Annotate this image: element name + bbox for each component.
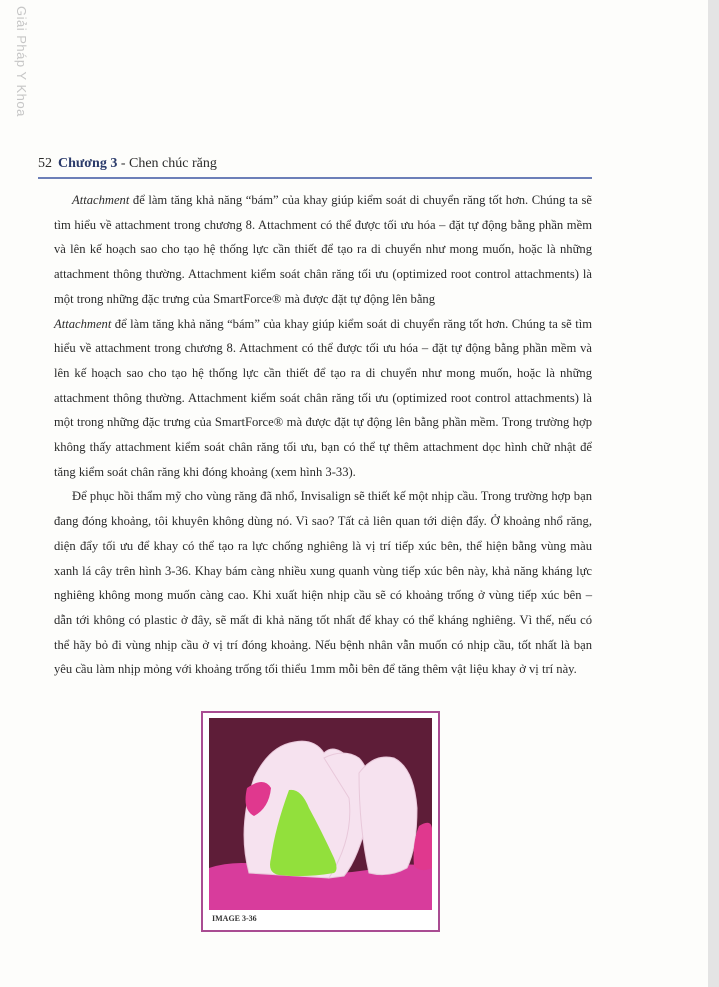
paragraph-body: để làm tăng khả năng “bám” của khay giúp kiểm soát di chuyển răng tốt hơn. Chúng ta sẽ tìm hiểu về attachment trong chương 8. Attachment có thể được tối ưu hóa – đặt tự động bằng phần mềm và lên kế hoạch sao cho tạo hệ thống lực cần thiết để tạo ra di chuyển như mong muốn, hoặc là những attachment thông thường. Attachment kiểm soát chân răng tối ưu (optimized root control attachments) là một trong những đặc trưng của SmartForce® mà được đặt tự động lên bằng bbox=[54, 193, 592, 306]
paragraph-lead: Attachment bbox=[72, 193, 130, 207]
figure-image-3-36 bbox=[201, 711, 440, 932]
dental-illustration bbox=[209, 718, 432, 910]
watermark: Giải Pháp Y Khoa bbox=[14, 6, 29, 117]
figure-caption: IMAGE 3-36 bbox=[212, 914, 257, 923]
paragraph-body: để làm tăng khả năng “bám” của khay giúp kiểm soát di chuyển răng tốt hơn. Chúng ta sẽ tìm hiểu về attachment trong chương 8. Attachment có thể được tối ưu hóa – đặt tự động bằng phần mềm và lên kế hoạch sao cho tạo hệ thống lực cần thiết để tạo ra di chuyển như mong muốn, hoặc là những attachment thông thường. Attachment kiểm soát chân răng tối ưu (optimized root control attachments) là một trong những đặc trưng của SmartForce® mà được đặt tự động lên bằng phần mềm. Trong trường hợp không thấy attachment kiểm soát chân răng tối ưu, bạn có thể tự thêm attachment dọc hình chữ nhật để tăng kiểm soát chân răng khi đóng khoảng (xem hình 3-33). bbox=[54, 316, 592, 479]
tooth bbox=[359, 757, 417, 875]
page-number: 52 bbox=[38, 156, 52, 171]
paragraph bbox=[54, 312, 592, 485]
chapter-title: - Chen chúc răng bbox=[117, 156, 217, 171]
paragraph bbox=[54, 484, 592, 682]
paragraph bbox=[54, 188, 592, 312]
paragraph-body: Để phục hồi thẩm mỹ cho vùng răng đã nhổ, Invisalign sẽ thiết kế một nhịp cầu. Trong trường hợp bạn đang đóng khoảng, tôi khuyên không dùng nó. Vì sao? Tất cả liên quan tới diện đẩy. Ở khoảng nhổ răng, diện đẩy tối ưu để khay có thể tạo ra lực chống nghiêng là vị trí tiếp xúc bên, thể hiện bằng vùng màu xanh lá cây trên hình 3-36. Khay bám càng nhiều xung quanh vùng tiếp xúc bên này, khả năng kháng lực nghiêng không mong muốn càng cao. Khi xuất hiện nhịp cầu sẽ có khoảng trống ở vùng tiếp xúc bên – dẫn tới không có plastic ở đây, sẽ mất đi khả năng tốt nhất để khay có thể kháng nghiêng. Vì thế, nếu có thể hãy bỏ đi vùng nhịp cầu ở vị trí đóng khoảng. Nếu bệnh nhân vẫn muốn có nhịp cầu, tốt nhất là bạn yêu cầu làm nhịp mỏng với khoảng trống tối thiểu 1mm mỗi bên để tăng thêm vật liệu khay ở vị trí này. bbox=[54, 489, 592, 677]
header-rule bbox=[38, 177, 592, 179]
body-text bbox=[54, 188, 592, 682]
page-header bbox=[38, 156, 217, 172]
page-edge bbox=[708, 0, 719, 987]
paragraph-lead: Attachment bbox=[54, 316, 112, 331]
chapter-label: Chương 3 bbox=[58, 156, 118, 171]
